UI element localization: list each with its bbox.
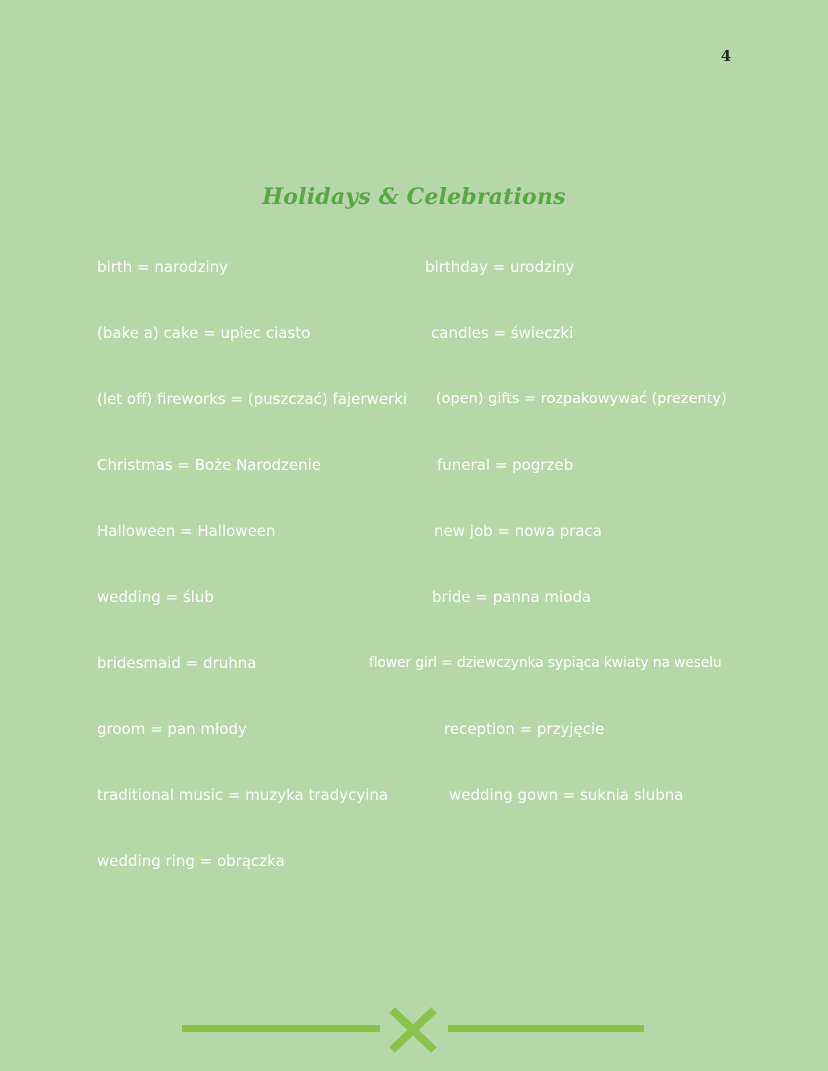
vocab-item-christmas: Christmas = Boże Narodzenie xyxy=(97,456,322,474)
vocab-item-funeral: funeral = pogrzeb xyxy=(437,456,574,474)
vocab-item-halloween: Halloween = Halloween xyxy=(97,522,276,540)
vocab-item-wedding: wedding = ślub xyxy=(97,588,214,606)
cross-icon xyxy=(392,1010,434,1050)
vocab-item-wedding-ring: wedding ring = obrączka xyxy=(97,852,285,870)
vocab-item-bridesmaid: bridesmaid = druhna xyxy=(97,654,257,672)
vocab-item-bride: bride = panna mioda xyxy=(432,588,592,606)
vocab-item-traditional-music: traditional music = muzyka tradycyina xyxy=(97,786,389,804)
vocab-item-reception: reception = przyjęcie xyxy=(444,720,605,738)
vocab-item-birth: birth = narodziny xyxy=(97,258,229,276)
vocab-item-candles: candles = świeczki xyxy=(431,324,574,342)
divider-line-right xyxy=(448,1025,644,1032)
vocab-item-wedding-gown: wedding gown = suknia slubna xyxy=(449,786,684,804)
page-title: Holidays & Celebrations xyxy=(262,184,566,210)
page-number: 4 xyxy=(720,47,732,65)
vocab-item-fireworks: (let off) fireworks = (puszczać) fajerwerki xyxy=(97,390,408,408)
vocab-item-new-job: new job = nowa praca xyxy=(434,522,602,540)
vocab-item-birthday: birthday = urodziny xyxy=(425,258,575,276)
vocab-item-cake: (bake a) cake = upiec ciasto xyxy=(97,324,311,342)
vocab-item-gifts: (open) gifts = rozpakowywać (prezenty) xyxy=(436,391,727,407)
vocab-item-flower-girl: flower girl = dziewczynka sypiąca kwiaty na weselu xyxy=(369,655,722,671)
decorative-divider xyxy=(182,1005,644,1055)
divider-line-left xyxy=(182,1025,380,1032)
vocab-item-groom: groom = pan młody xyxy=(97,720,247,738)
